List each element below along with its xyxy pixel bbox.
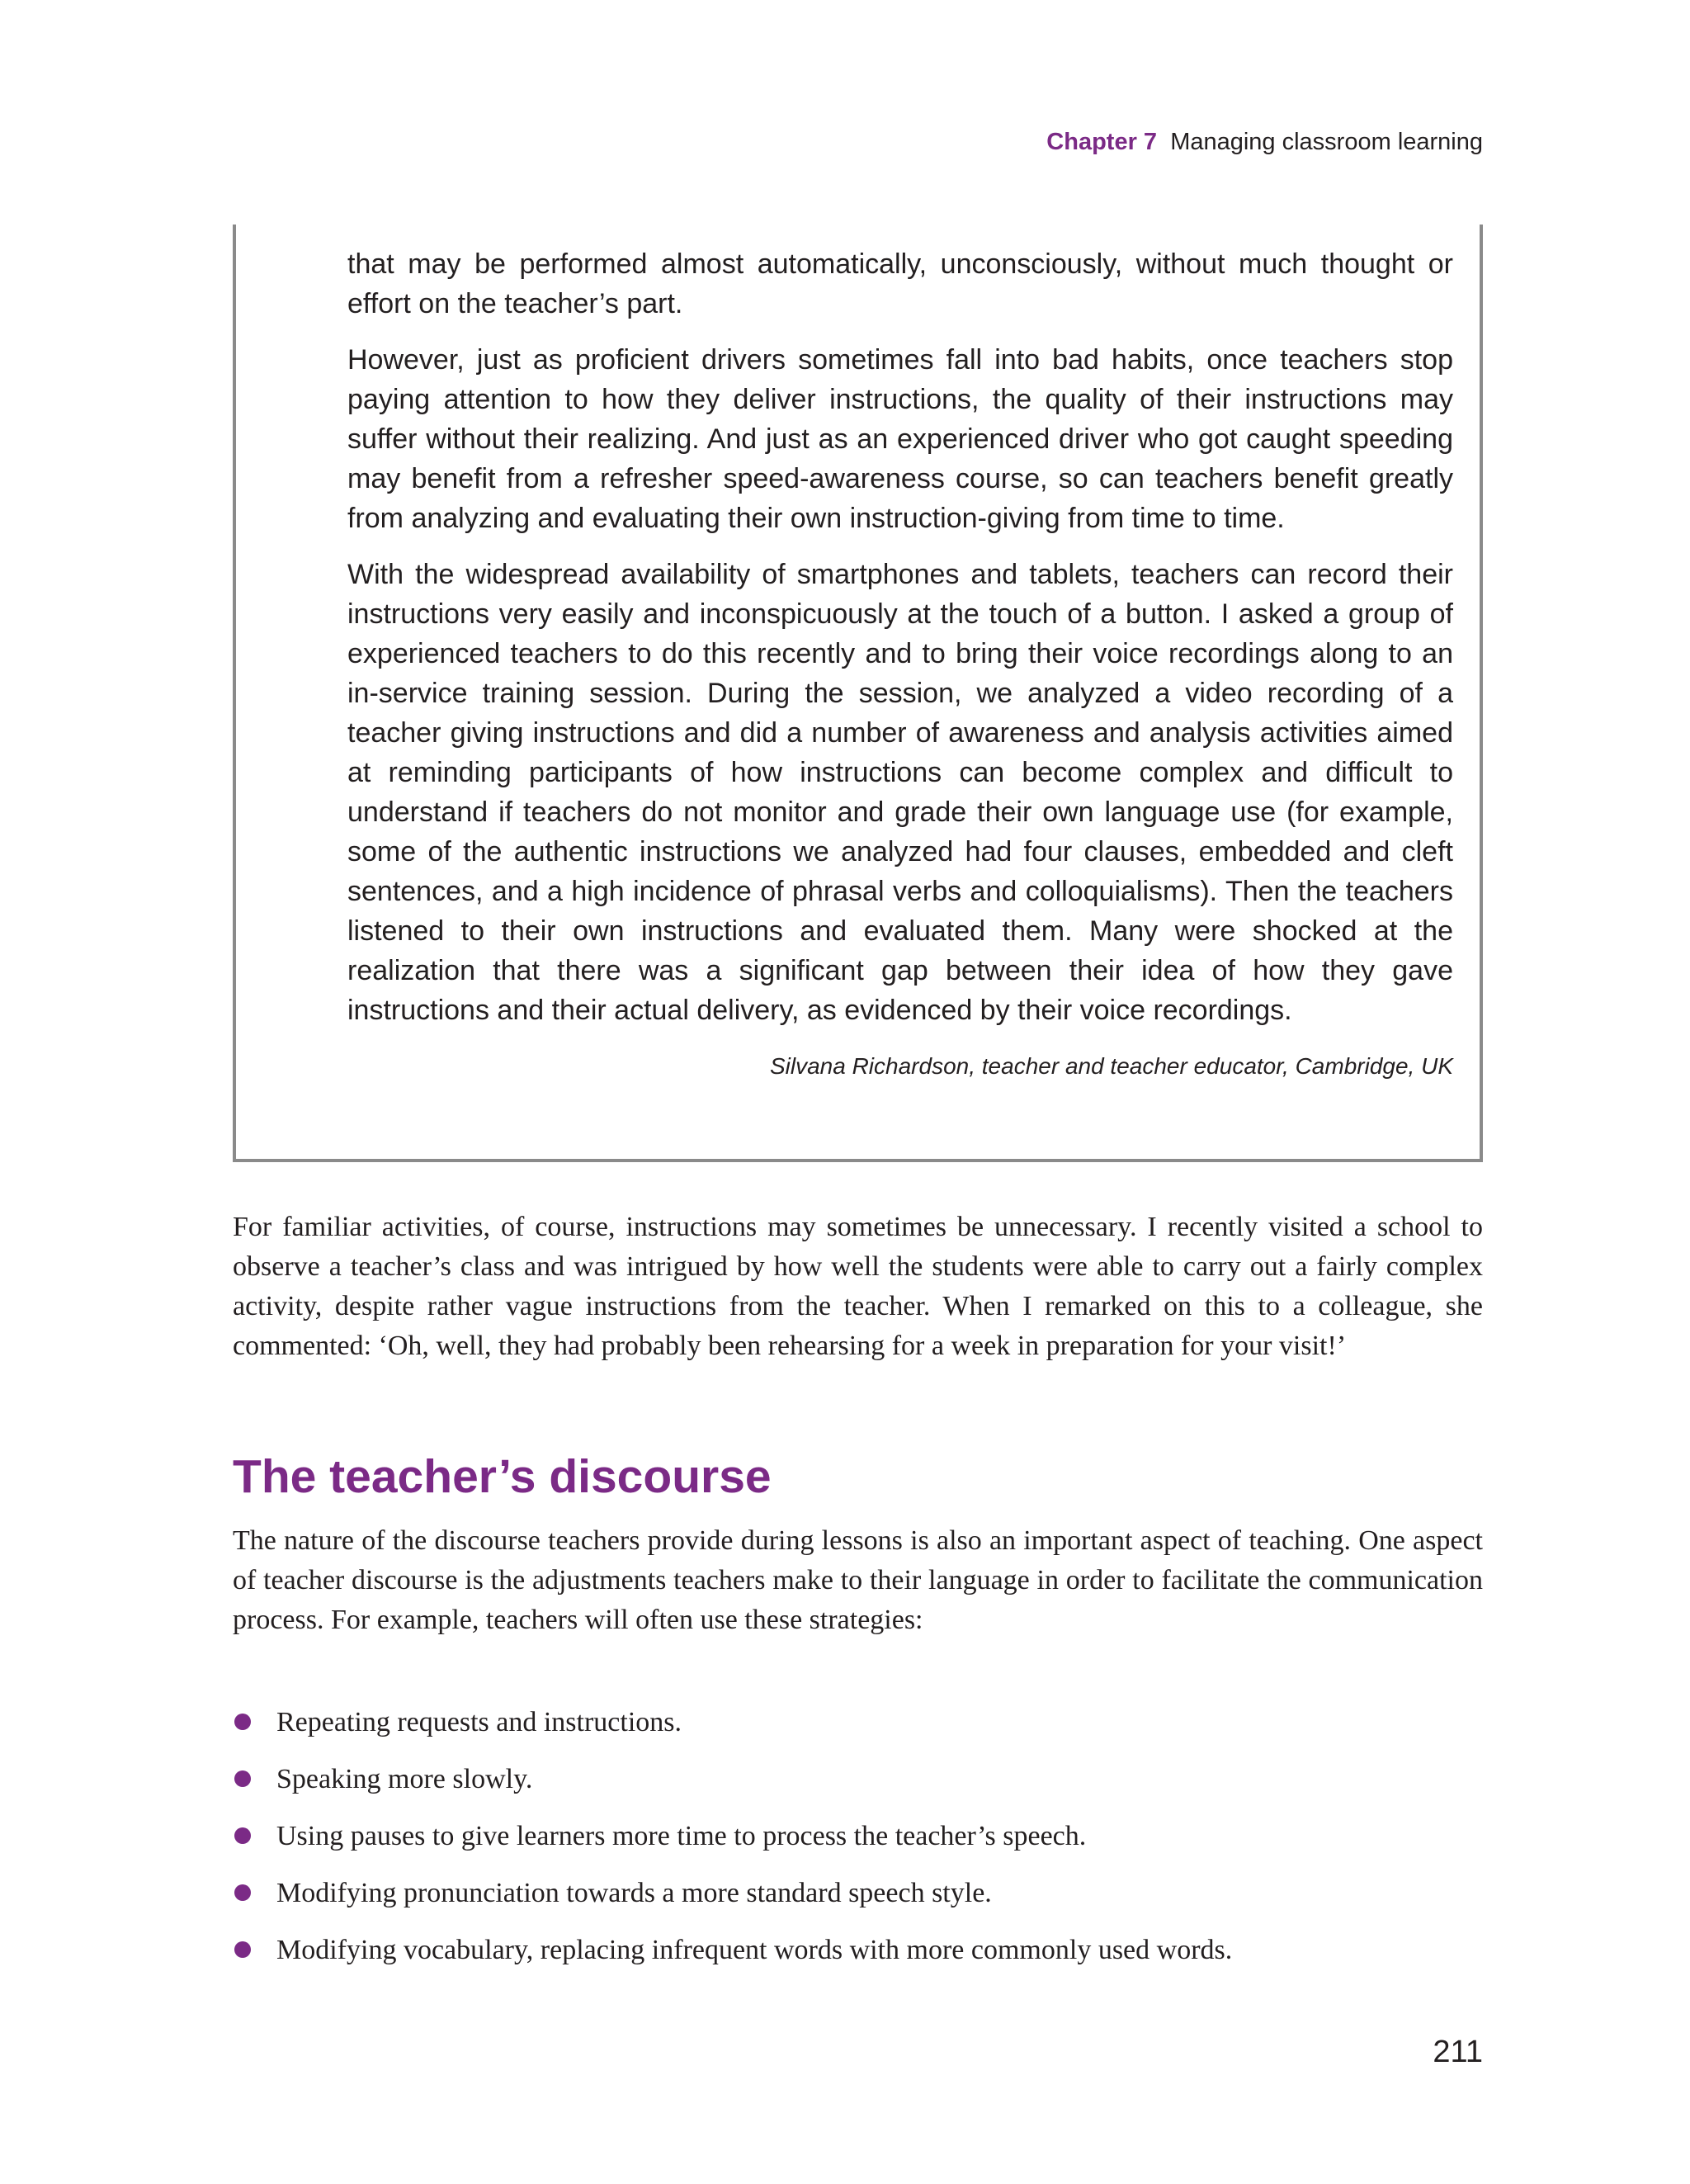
list-item-text: Modifying pronunciation towards a more standard speech style. [276,1878,992,1908]
quote-paragraph: that may be performed almost automatically, unconsciously, without much thought or effort on the teacher’s part. [347,248,1453,319]
page-number: 211 [1433,2035,1483,2069]
list-item [233,1931,1483,1988]
list-item [233,1817,1483,1874]
quote-box [233,225,1483,1162]
bullet-icon [234,1884,251,1901]
section-heading: The teacher’s discourse [233,1450,772,1503]
list-item [233,1703,1483,1760]
list-item-text: Using pauses to give learners more time to process the teacher’s speech. [276,1821,1087,1851]
quote-attribution: Silvana Richardson, teacher and teacher educator, Cambridge, UK [769,1053,1453,1079]
list-item [233,1874,1483,1931]
chapter-label: Chapter 7 [1046,129,1158,155]
bullet-icon [234,1941,251,1958]
quote-paragraph: However, just as proficient drivers sometimes fall into bad habits, once teachers stop paying attention to how they deliver instructions, the quality of their instructions may suffer without their realizing. And just as an experienced driver who got caught speeding may benefit from a refresher speed-awareness course, so can teachers benefit greatly from analyzing and evaluating their own instruction-giving from time to time. [347,344,1453,534]
body-paragraph-2: The nature of the discourse teachers provide during lessons is also an important aspect of teaching. One aspect of teacher discourse is the adjustments teachers make to their language in order to facilitate the communication process. For example, teachers will often use these strategies: [233,1525,1483,1635]
body-paragraph-1: For familiar activities, of course, instructions may sometimes be unnecessary. I recently visited a school to observe a teacher’s class and was intrigued by how well the students were able to carry out a fairly complex activity, despite rather vague instructions from the teacher. When I remarked on this to a colleague, she commented: ‘Oh, well, they had probably been rehearsing for a week in preparation for your visit!’ [233,1212,1483,1361]
bullet-icon [234,1714,251,1730]
chapter-title: Managing classroom learning [1170,129,1483,155]
list-item [233,1760,1483,1817]
list-item-text: Repeating requests and instructions. [276,1707,682,1737]
bullet-icon [234,1770,251,1787]
list-item-text: Modifying vocabulary, replacing infrequent words with more commonly used words. [276,1935,1233,1965]
list-item-text: Speaking more slowly. [276,1764,533,1794]
quote-paragraph: With the widespread availability of smartphones and tablets, teachers can record their instructions very easily and inconspicuously at the touch of a button. I asked a group of experienced teachers to do this recently and to bring their voice recordings along to an in-service training session. During the session, we analyzed a video recording of a teacher giving instructions and did a number of awareness and analysis activities aimed at reminding participants of how instructions can become complex and difficult to understand if teachers do not monitor and grade their own language use (for example, some of the authentic instructions we analyzed had four clauses, embedded and cleft sentences, and a high incidence of phrasal verbs and colloquialisms). Then the teachers listened to their own instructions and evaluated them. Many were shocked at the realization that there was a significant gap between their idea of how they gave instructions and their actual delivery, as evidenced by their voice recordings. [347,559,1453,1026]
running-head [1046,129,1483,156]
strategy-list [233,1703,1483,1988]
bullet-icon [234,1827,251,1844]
